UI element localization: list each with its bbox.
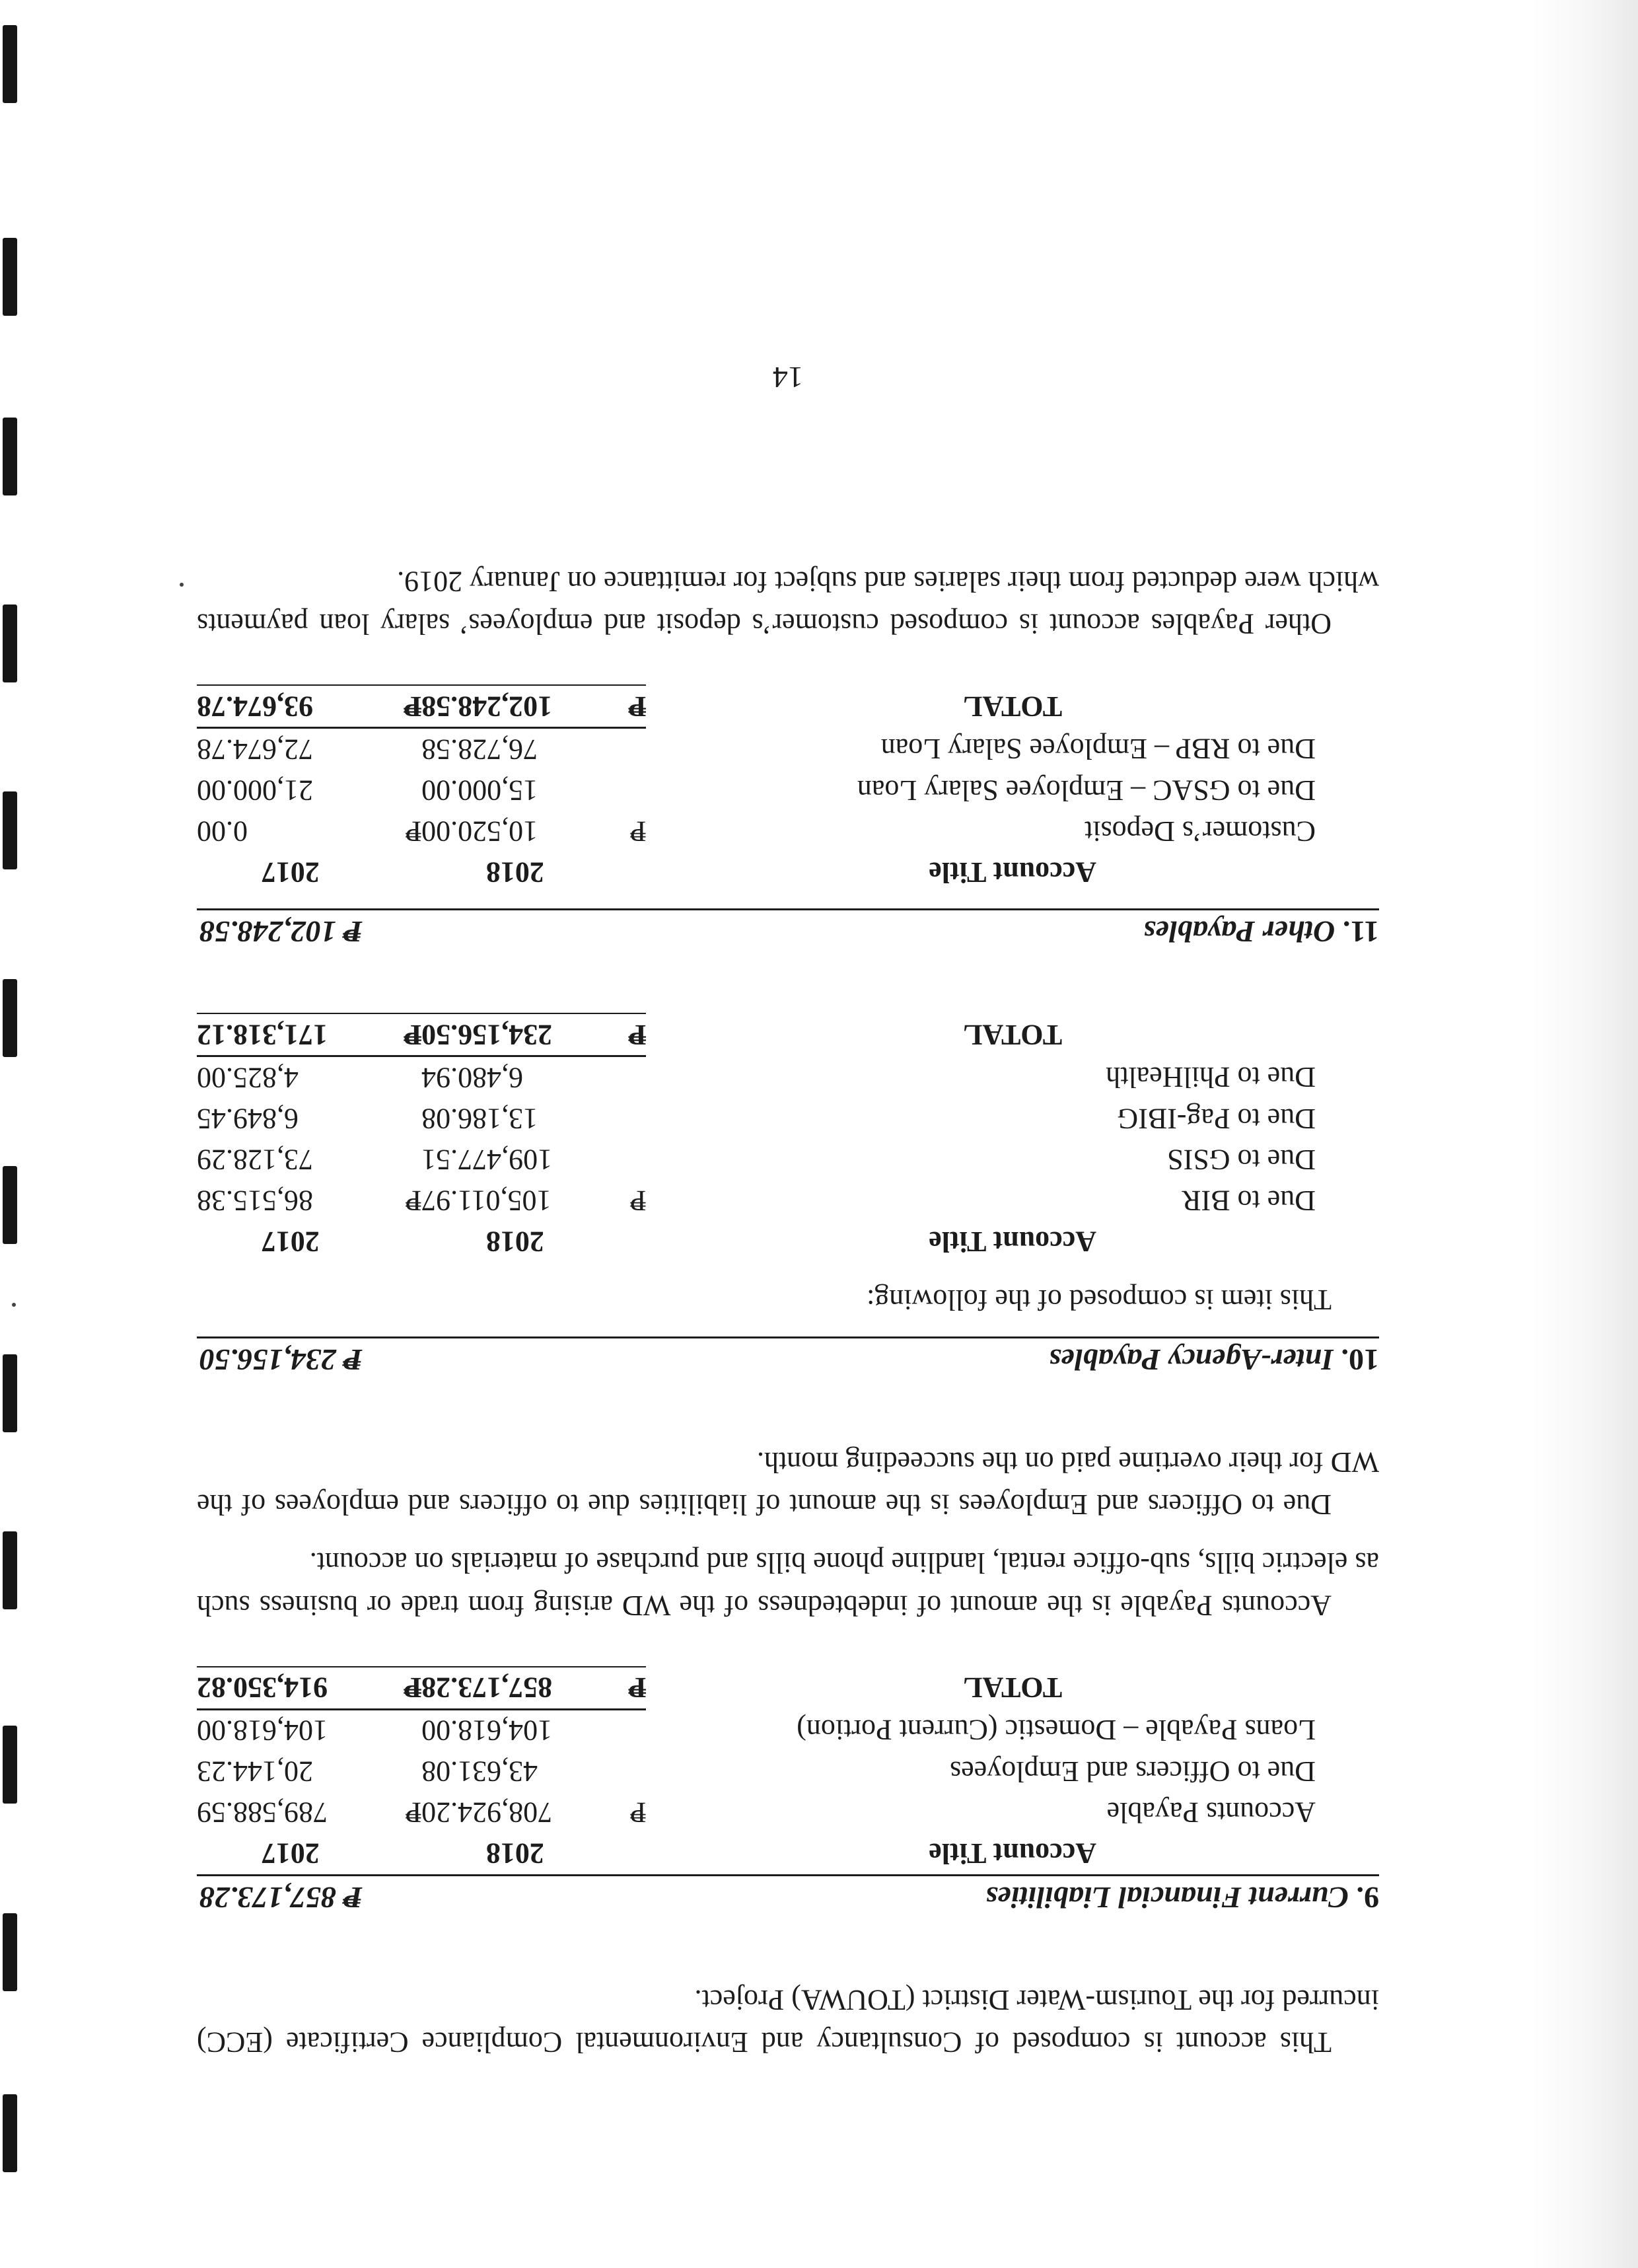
value-2018: 43,631.08 xyxy=(421,1755,538,1788)
peso-sign xyxy=(609,1709,647,1751)
page-content xyxy=(197,360,1379,2063)
peso-sign xyxy=(609,770,647,811)
row-title: Due to RBP – Employee Salary Loan xyxy=(880,733,1316,766)
table-row xyxy=(197,1139,1379,1180)
total-2017: 171,318.12 xyxy=(197,1013,384,1056)
col-header-2018: 2018 xyxy=(485,856,544,889)
section-title: Inter-Agency Payables xyxy=(1049,1342,1334,1377)
table-row xyxy=(197,1180,1379,1221)
value-2018: 6,480.94 xyxy=(421,1061,524,1094)
value-2017: 21,000.00 xyxy=(197,774,313,807)
peso-sign xyxy=(384,728,421,770)
page-number: 14 xyxy=(773,360,803,394)
peso-sign xyxy=(384,1751,421,1792)
value-2017: 6,849.45 xyxy=(197,1102,299,1135)
account-table xyxy=(197,1013,1379,1262)
value-2018: 15,000.00 xyxy=(421,774,538,807)
row-title: Due to Pag-IBIG xyxy=(1117,1102,1316,1135)
col-header-2017: 2017 xyxy=(261,1837,320,1870)
value-2018: 10,520.00 xyxy=(421,815,538,848)
total-label: TOTAL xyxy=(963,1671,1063,1704)
row-title: Accounts Payable xyxy=(1106,1796,1316,1829)
intro-paragraph: This account is composed of Consultancy and Environmental Compliance Certificate (ECC) incurred for the Tourism-Water District (TOUWA) Project. xyxy=(197,1983,1379,2059)
col-header-2018: 2018 xyxy=(485,1837,544,1870)
peso-sign xyxy=(384,770,421,811)
table-row xyxy=(197,1709,1379,1751)
section-number: 10. xyxy=(1341,1342,1379,1377)
value-2017: 20,144.23 xyxy=(197,1755,313,1788)
peso-sign xyxy=(384,1139,421,1180)
section-heading xyxy=(197,1336,1379,1377)
total-2018: 857,173.28 xyxy=(421,1667,608,1710)
table-header-row xyxy=(197,1833,1379,1874)
account-table xyxy=(197,684,1379,893)
section-number: 11. xyxy=(1343,915,1379,949)
total-2017: 914,350.82 xyxy=(197,1667,384,1710)
row-title: Due to Officers and Employees xyxy=(950,1755,1316,1788)
note-paragraph: Due to Officers and Employees is the amount of liabilities due to officers and employees of the WD for their overtime paid on the succeeding month. xyxy=(197,1445,1379,1521)
value-2018: 109,477.51 xyxy=(421,1143,553,1176)
note-paragraph: Accounts Payable is the amount of indebtedness of the WD arising from trade or business such as electric bills, sub-office rental, landline phone bills and purchase of materials on account. xyxy=(197,1547,1379,1622)
peso-sign: ₱ xyxy=(384,1667,421,1710)
section-heading xyxy=(197,908,1379,949)
table-row xyxy=(197,1751,1379,1792)
value-2018: 13,186.08 xyxy=(421,1102,538,1135)
value-2017: 789,588.59 xyxy=(197,1796,328,1829)
value-2018: 104,618.00 xyxy=(421,1714,553,1747)
peso-sign: ₱ xyxy=(384,685,421,728)
section-lead: This item is composed of the following: xyxy=(867,1283,1332,1316)
total-2018: 102,248.58 xyxy=(421,685,608,728)
col-header-title: Account Title xyxy=(929,1225,1097,1258)
section-amount: ₱ 102,248.58 xyxy=(199,915,363,949)
total-row xyxy=(197,685,1379,728)
peso-sign xyxy=(609,1098,647,1139)
value-2017: 0.00 xyxy=(197,815,248,848)
row-title: Due to PhilHealth xyxy=(1106,1061,1316,1094)
table-row xyxy=(197,728,1379,770)
value-2017: 86,515.38 xyxy=(197,1184,313,1217)
col-header-2017: 2017 xyxy=(261,856,320,889)
value-2017: 72,674.78 xyxy=(197,733,313,766)
value-2017: 4,825.00 xyxy=(197,1061,299,1094)
table-row xyxy=(197,1792,1379,1833)
row-title: Loans Payable – Domestic (Current Portion) xyxy=(797,1714,1316,1747)
section-title: Other Payables xyxy=(1143,915,1335,949)
table-row xyxy=(197,811,1379,852)
section-heading xyxy=(197,1874,1379,1915)
peso-sign xyxy=(384,1056,421,1099)
peso-sign xyxy=(384,1709,421,1751)
peso-sign: ₱ xyxy=(629,1796,647,1829)
table-row xyxy=(197,770,1379,811)
value-2017: 104,618.00 xyxy=(197,1714,328,1747)
peso-sign: ₱ xyxy=(629,1184,647,1217)
row-title: Due to GSAC – Employee Salary Loan xyxy=(857,774,1316,807)
total-row xyxy=(197,1013,1379,1056)
row-title: Due to BIR xyxy=(1182,1184,1316,1217)
peso-sign xyxy=(609,1139,647,1180)
peso-sign xyxy=(384,1098,421,1139)
value-2017: 73,128.29 xyxy=(197,1143,313,1176)
section-number: 9. xyxy=(1356,1880,1379,1915)
total-row xyxy=(197,1667,1379,1710)
row-title: Customer’s Deposit xyxy=(1085,815,1316,848)
value-2018: 708,924.20 xyxy=(421,1796,553,1829)
section-title: Current Financial Liabilities xyxy=(985,1880,1349,1915)
col-header-2017: 2017 xyxy=(261,1225,320,1258)
section-amount: ₱ 857,173.28 xyxy=(199,1880,363,1915)
peso-sign: ₱ xyxy=(405,1796,422,1829)
value-2018: 76,728.58 xyxy=(421,733,538,766)
peso-sign: ₱ xyxy=(609,1013,647,1056)
peso-sign: ₱ xyxy=(405,815,422,848)
total-2018: 234,156.50 xyxy=(421,1013,608,1056)
value-2018: 105,011.97 xyxy=(421,1184,552,1217)
account-table xyxy=(197,1666,1379,1874)
peso-sign: ₱ xyxy=(405,1184,422,1217)
col-header-2018: 2018 xyxy=(485,1225,544,1258)
peso-sign: ₱ xyxy=(609,1667,647,1710)
row-title: Due to GSIS xyxy=(1167,1143,1316,1176)
table-header-row xyxy=(197,1221,1379,1262)
section-amount: ₱ 234,156.50 xyxy=(199,1342,363,1377)
peso-sign xyxy=(609,1751,647,1792)
peso-sign xyxy=(609,728,647,770)
col-header-title: Account Title xyxy=(929,856,1097,889)
total-2017: 93,674.78 xyxy=(197,685,384,728)
peso-sign xyxy=(609,1056,647,1099)
col-header-title: Account Title xyxy=(929,1837,1097,1870)
table-header-row xyxy=(197,852,1379,893)
peso-sign: ₱ xyxy=(384,1013,421,1056)
total-label: TOTAL xyxy=(963,690,1063,723)
total-label: TOTAL xyxy=(963,1019,1063,1052)
peso-sign: ₱ xyxy=(629,815,647,848)
table-row xyxy=(197,1098,1379,1139)
note-paragraph: Other Payables account is composed customer’s deposit and employees’ salary loan payments which were deducted from their salaries and subject for remittance on January 2019. xyxy=(197,566,1379,641)
peso-sign: ₱ xyxy=(609,685,647,728)
table-row xyxy=(197,1056,1379,1099)
